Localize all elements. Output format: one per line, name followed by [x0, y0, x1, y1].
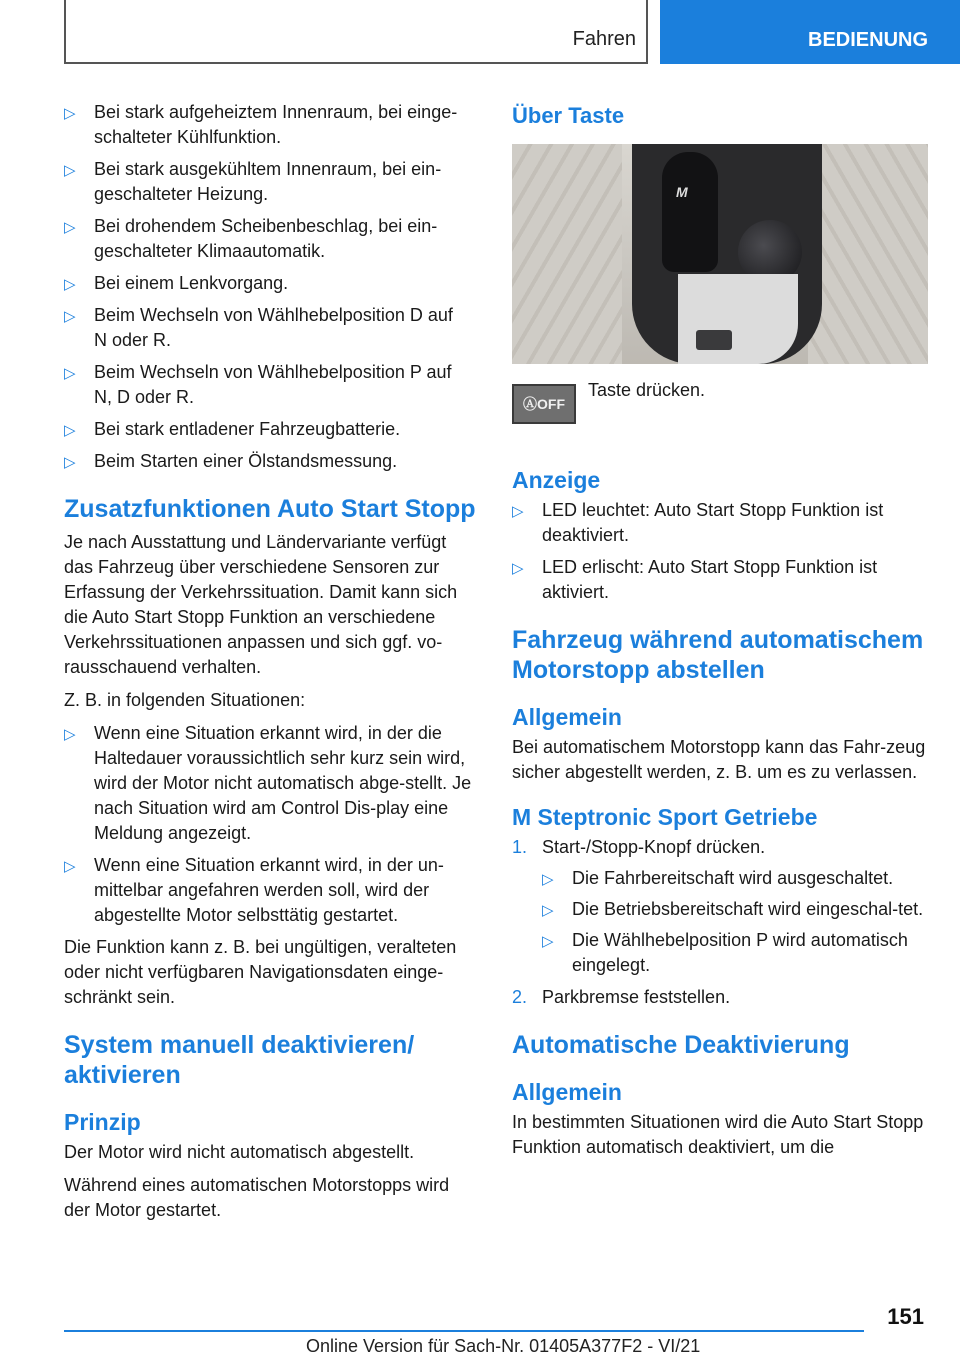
bullet-list — [64, 721, 480, 928]
triangle-bullet-icon: ▷ — [64, 422, 76, 439]
triangle-bullet-icon: ▷ — [64, 219, 76, 236]
paragraph: In bestimmten Situationen wird die Auto Start Stopp Funktion automatisch deaktiviert, um die — [512, 1112, 924, 1157]
list-item: 1. Start-/Stopp-Knopf drücken. ▷ Die Fahrbereitschaft wird ausgeschaltet. ▷ Die Betriebsbereitschaft wird eingeschal-tet. ▷ Die Wählhebelposition P wird automatisch eingelegt. — [512, 835, 932, 978]
triangle-bullet-icon: ▷ — [64, 276, 76, 293]
center-console-photo — [512, 144, 928, 364]
subheading-prinzip: Prinzip — [64, 1109, 141, 1135]
triangle-bullet-icon: ▷ — [542, 871, 554, 888]
list-item: ▷ Die Betriebsbereitschaft wird eingeschal-tet. — [542, 897, 932, 922]
paragraph: Die Funktion kann z. B. bei ungültigen, veralteten oder nicht verfügbaren Navigationsdaten einge-schränkt sein. — [64, 937, 457, 1007]
list-item: ▷ Bei stark ausgekühltem Innenraum, bei ein- geschalteter Heizung. — [64, 159, 442, 204]
footer-version-text: Online Version für Sach-Nr. 01405A377F2 - VI/21 — [306, 1336, 701, 1356]
triangle-bullet-icon: ▷ — [64, 454, 76, 471]
bullet-list — [512, 498, 932, 605]
triangle-bullet-icon: ▷ — [64, 858, 76, 875]
sub-bullet-list — [542, 866, 932, 978]
heading-m-steptronic: M Steptronic Sport Getriebe — [512, 804, 818, 830]
heading-zusatzfunktionen: Zusatzfunktionen Auto Start Stopp — [64, 495, 476, 523]
list-item: ▷ Beim Wechseln von Wählhebelposition P auf N, D oder R. — [64, 362, 452, 407]
list-item: ▷ Bei stark entladener Fahrzeugbatterie. — [64, 417, 480, 442]
triangle-bullet-icon: ▷ — [512, 503, 524, 520]
m-logo: M — [676, 184, 688, 200]
button-instruction — [512, 378, 932, 448]
list-item: ▷ Wenn eine Situation erkannt wird, in der un-mittelbar angefahren werden soll, wird der abgestellte Motor selbsttätig gestartet. — [64, 855, 444, 925]
heading-automatische-deaktivierung: Automatische Deaktivierung — [512, 1031, 850, 1059]
triangle-bullet-icon: ▷ — [542, 902, 554, 919]
triangle-bullet-icon: ▷ — [542, 933, 554, 950]
right-column — [512, 100, 932, 1168]
heading-fahrzeug-abstellen: Fahrzeug während automatischem Motorstopp abstellen — [512, 626, 924, 684]
list-item: ▷ LED leuchtet: Auto Start Stopp Funktion ist deaktiviert. — [512, 500, 884, 545]
triangle-bullet-icon: ▷ — [64, 365, 76, 382]
list-item: ▷ Die Fahrbereitschaft wird ausgeschaltet. — [542, 866, 932, 891]
list-item: ▷ Die Wählhebelposition P wird automatisch eingelegt. — [542, 930, 908, 975]
list-item: ▷ Beim Wechseln von Wählhebelposition D auf N oder R. — [64, 305, 453, 350]
paragraph: Bei automatischem Motorstopp kann das Fahr-zeug sicher abgestellt werden, z. B. um es zu verlassen. — [512, 737, 926, 782]
footer-rule — [64, 1330, 864, 1332]
header-frame — [64, 0, 648, 64]
page-number: 151 — [887, 1304, 924, 1329]
list-item: ▷ LED erlischt: Auto Start Stopp Funktion ist aktiviert. — [512, 557, 878, 602]
heading-ueber-taste: Über Taste — [512, 103, 625, 128]
triangle-bullet-icon: ▷ — [64, 162, 76, 179]
triangle-bullet-icon: ▷ — [64, 105, 76, 122]
paragraph: Der Motor wird nicht automatisch abgestellt. — [64, 1142, 415, 1162]
paragraph: Je nach Ausstattung und Ländervariante verfügt das Fahrzeug über verschiedene Sensoren zur Erfassung der Verkehrssituation. Damit kann sich die Auto Start Stopp Funktion an verschiedene Verkehrssituationen anpassen und sich ggf. vo-rausschauend verhalten. — [64, 532, 458, 677]
triangle-bullet-icon: ▷ — [64, 308, 76, 325]
list-item: 2. Parkbremse feststellen. — [512, 987, 731, 1007]
paragraph: Während eines automatischen Motorstopps wird der Motor gestartet. — [64, 1175, 450, 1220]
list-item: ▷ Bei einem Lenkvorgang. — [64, 271, 480, 296]
bullet-list — [64, 100, 480, 474]
auto-start-stop-off-icon: ⒶOFF — [512, 384, 576, 424]
list-item: ▷ Wenn eine Situation erkannt wird, in der die Haltedauer voraussichtlich sehr kurz sein wird, wird der Motor nicht automatisch abge-stellt. Je nach Situation wird am Control Dis-play eine Meldung angezeigt. — [64, 723, 472, 843]
paragraph: Z. B. in folgenden Situationen: — [64, 690, 306, 710]
triangle-bullet-icon: ▷ — [64, 726, 76, 743]
subheading-allgemein: Allgemein — [512, 704, 622, 730]
left-column — [64, 100, 480, 1231]
numbered-list — [512, 835, 932, 1010]
parking-brake-switch — [696, 330, 732, 350]
header-section: Fahren — [572, 28, 636, 50]
header-chapter: BEDIENUNG — [660, 0, 960, 64]
heading-system-manuell: System manuell deaktivieren/ aktivieren — [64, 1031, 415, 1089]
list-item: ▷ Bei stark aufgeheiztem Innenraum, bei einge- schalteter Kühlfunktion. — [64, 102, 458, 147]
subheading-allgemein: Allgemein — [512, 1079, 622, 1105]
list-item: ▷ Bei drohendem Scheibenbeschlag, bei ein- geschalteter Klimaautomatik. — [64, 216, 438, 261]
heading-anzeige: Anzeige — [512, 467, 601, 493]
list-item: ▷ Beim Starten einer Ölstandsmessung. — [64, 449, 480, 474]
button-instruction-text: Taste drücken. — [588, 380, 706, 400]
gear-selector-lever — [662, 152, 718, 272]
triangle-bullet-icon: ▷ — [512, 560, 524, 577]
